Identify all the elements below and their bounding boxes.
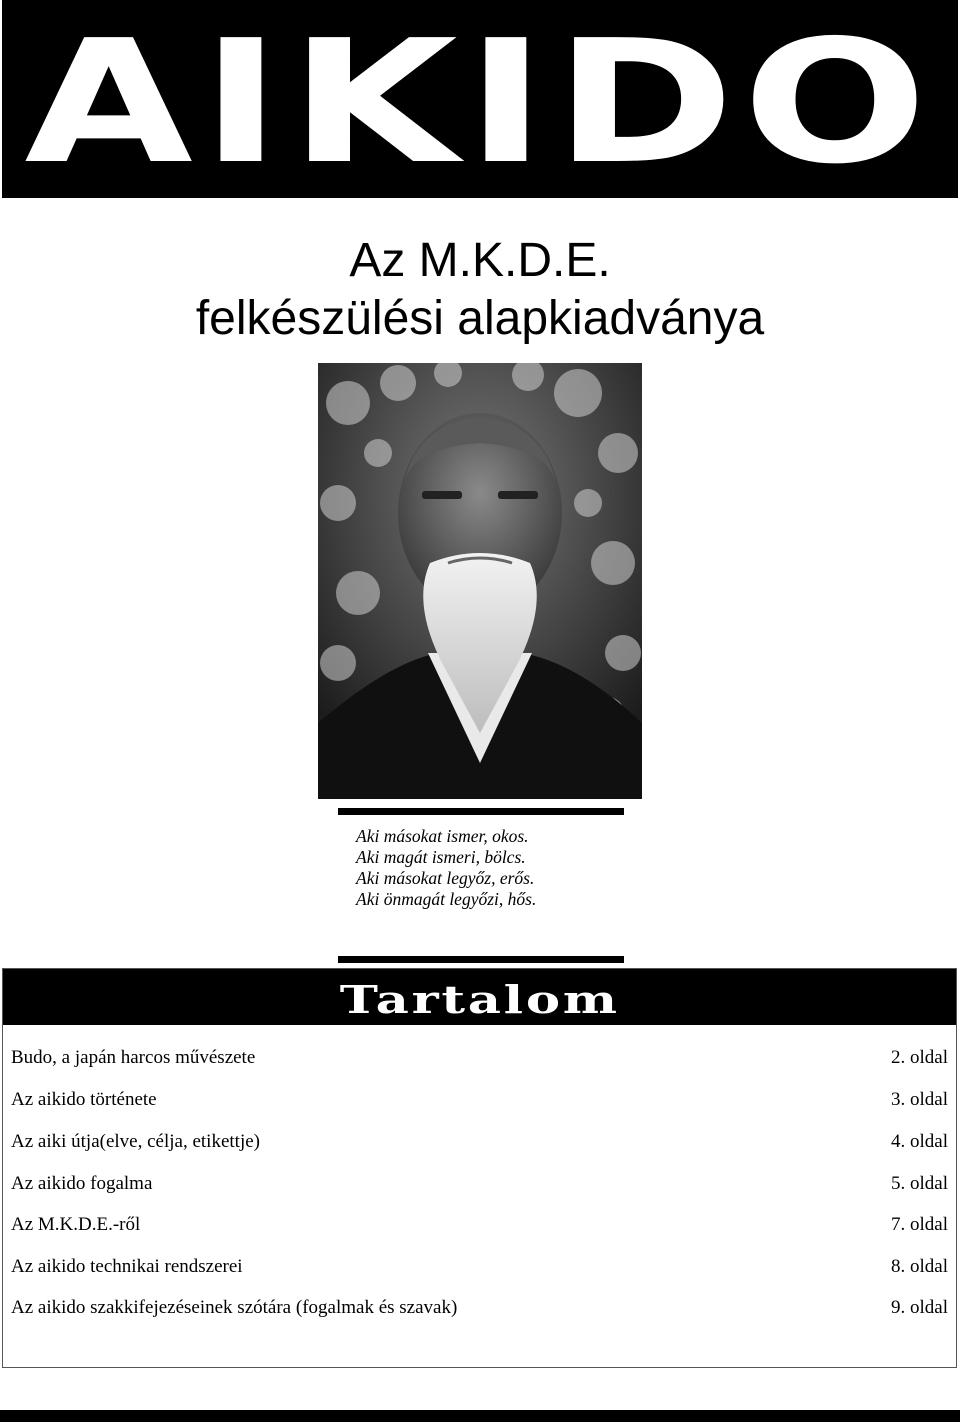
subtitle-line-2: felkészülési alapkiadványa bbox=[195, 292, 765, 345]
toc-item-page: 8. oldal bbox=[891, 1256, 948, 1277]
toc-item-page: 7. oldal bbox=[891, 1214, 948, 1235]
toc-header bbox=[3, 969, 956, 1025]
toc-item-label: Budo, a japán harcos művészete bbox=[11, 1047, 256, 1068]
toc-item-label: Az M.K.D.E.-ről bbox=[11, 1214, 141, 1235]
subtitle bbox=[0, 232, 960, 348]
toc-item[interactable] bbox=[11, 1045, 948, 1071]
quote-top-rule bbox=[338, 808, 624, 815]
toc-item-page: 2. oldal bbox=[891, 1047, 948, 1068]
page-title: AIKIDO bbox=[24, 4, 936, 202]
toc-item[interactable] bbox=[11, 1087, 948, 1113]
toc-item-page: 5. oldal bbox=[891, 1173, 948, 1194]
toc-item-label: Az aikido története bbox=[11, 1089, 157, 1110]
quote-line: Aki önmagát legyőzi, hős. bbox=[356, 889, 537, 909]
portrait-photo bbox=[318, 363, 642, 799]
toc-item-label: Az aiki útja(elve, célja, etikettje) bbox=[11, 1131, 260, 1152]
bottom-rule bbox=[0, 1410, 960, 1422]
toc-item[interactable] bbox=[11, 1254, 948, 1280]
toc-item-label: Az aikido technikai rendszerei bbox=[11, 1256, 243, 1277]
quote-block bbox=[356, 826, 536, 910]
quote-line: Aki másokat legyőz, erős. bbox=[356, 868, 535, 888]
toc-item-page: 4. oldal bbox=[891, 1131, 948, 1152]
toc-item-label: Az aikido fogalma bbox=[11, 1173, 153, 1194]
toc-item[interactable] bbox=[11, 1171, 948, 1197]
table-of-contents bbox=[2, 968, 957, 1368]
toc-item-label: Az aikido szakkifejezéseinek szótára (fogalmak és szavak) bbox=[11, 1297, 458, 1318]
quote-line: Aki másokat ismer, okos. bbox=[356, 826, 529, 846]
title-banner bbox=[2, 0, 958, 202]
toc-item[interactable] bbox=[11, 1212, 948, 1238]
toc-item[interactable] bbox=[11, 1295, 948, 1321]
toc-item-page: 9. oldal bbox=[891, 1297, 948, 1318]
quote-line: Aki magát ismeri, bölcs. bbox=[356, 847, 526, 867]
subtitle-line-1: Az M.K.D.E. bbox=[349, 234, 611, 287]
toc-item-page: 3. oldal bbox=[891, 1089, 948, 1110]
toc-title: Tartalom bbox=[339, 977, 620, 1022]
portrait-photo-icon bbox=[318, 363, 642, 799]
toc-item[interactable] bbox=[11, 1129, 948, 1155]
quote-bottom-rule bbox=[338, 956, 624, 963]
